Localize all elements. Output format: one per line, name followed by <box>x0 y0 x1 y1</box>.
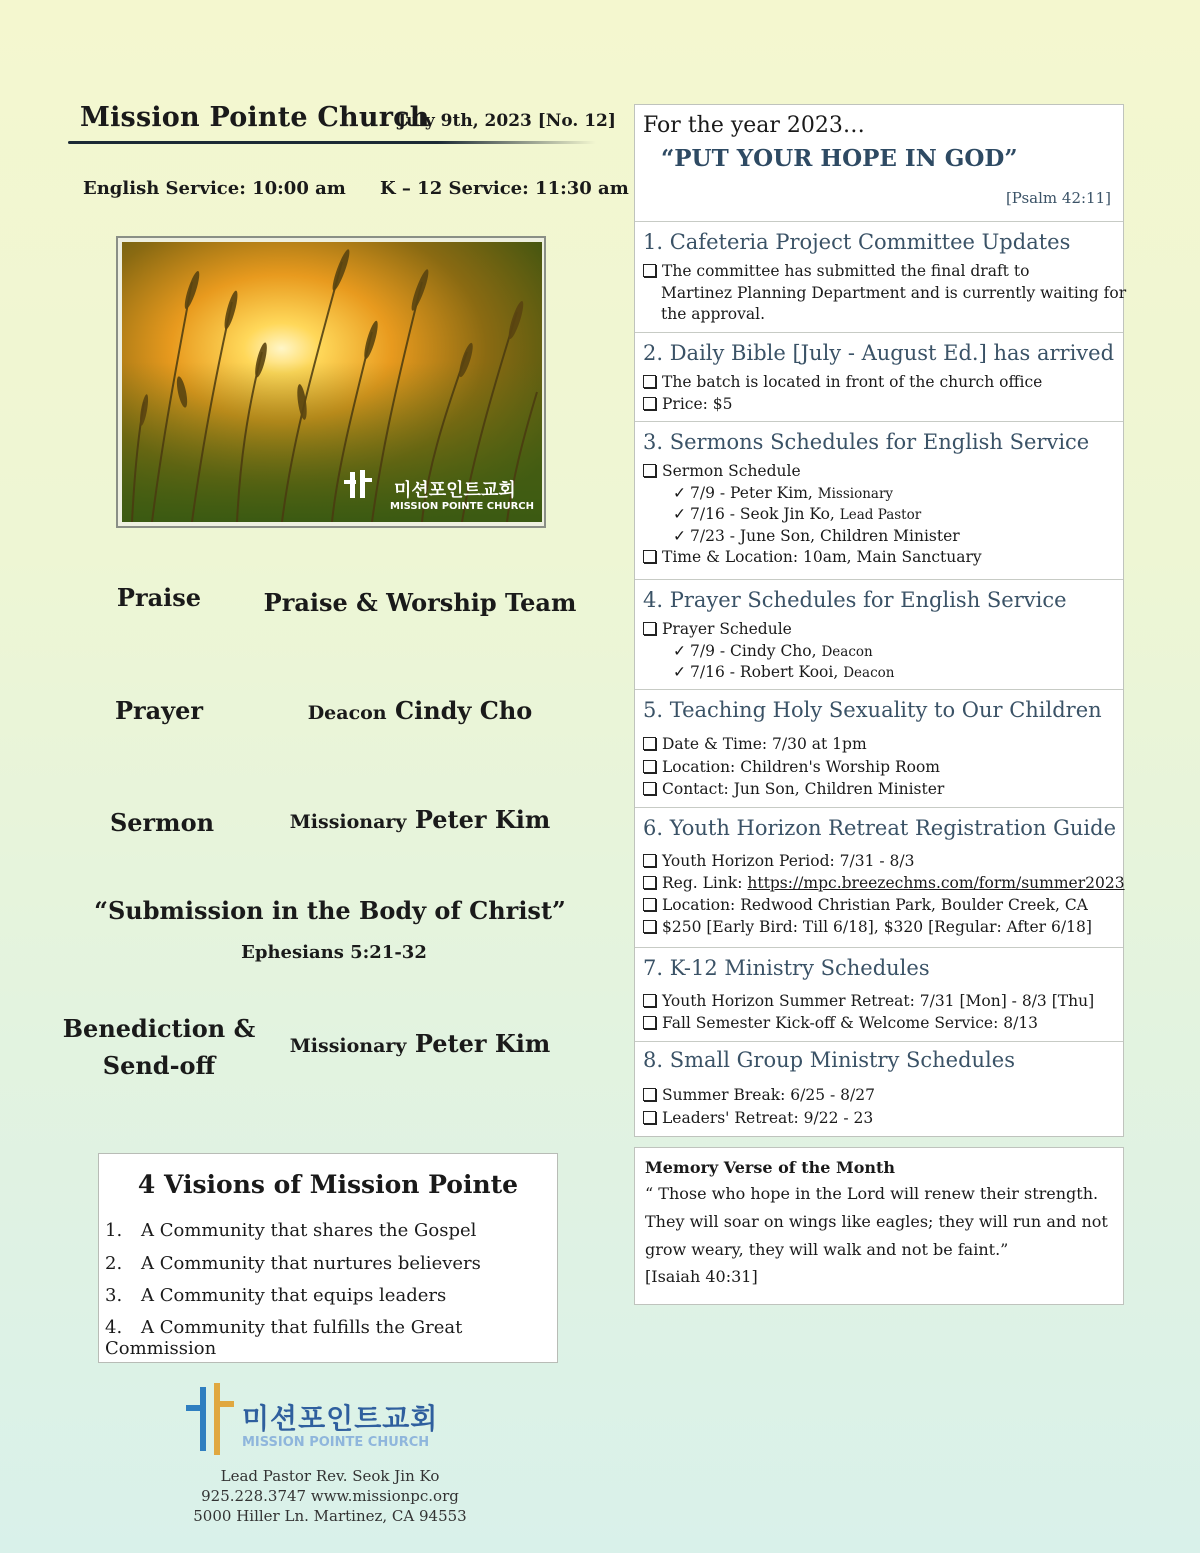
announcement-line: Time & Location: 10am, Main Sanctuary <box>643 548 982 566</box>
lead-pastor: Lead Pastor Rev. Seok Jin Ko <box>220 1467 440 1485</box>
announcement-title: 8. Small Group Ministry Schedules <box>643 1048 1015 1072</box>
memory-verse-box <box>634 1147 1124 1305</box>
announcement-line: Prayer Schedule <box>643 620 792 638</box>
logo-korean-text: 미션포인트교회 <box>242 1402 439 1435</box>
check-icon: ✓ <box>673 527 686 545</box>
praise-leader: Praise & Worship Team <box>263 588 577 617</box>
prayer-leader: Deacon Cindy Cho <box>307 696 533 725</box>
checkbox-icon <box>643 464 656 477</box>
checkbox-icon <box>643 550 656 563</box>
memory-verse-title: Memory Verse of the Month <box>645 1158 896 1177</box>
checkbox-icon <box>643 397 656 410</box>
announcement-5 <box>635 689 1123 807</box>
announcement-line: Location: Redwood Christian Park, Boulder Creek, CA <box>643 896 1088 914</box>
announcements-panel <box>634 104 1127 1137</box>
issue-date: July 9th, 2023 [No. 12] <box>398 111 616 131</box>
announcement-line: Price: $5 <box>643 395 733 413</box>
checkbox-icon <box>643 994 656 1007</box>
announcement-line: Martinez Planning Department and is currently waiting for <box>661 284 1127 302</box>
photo-logo-english: MISSION POINTE CHURCH <box>390 501 534 512</box>
announcement-line: Summer Break: 6/25 - 8/27 <box>643 1086 875 1104</box>
announcement-3 <box>635 421 1123 580</box>
announcement-line: The batch is located in front of the church office <box>643 373 1042 391</box>
checkbox-icon <box>643 782 656 795</box>
announcement-line: Youth Horizon Summer Retreat: 7/31 [Mon] - 8/3 [Thu] <box>643 992 1094 1010</box>
photo-logo-korean: 미션포인트교회 <box>394 480 516 501</box>
announcement-2 <box>635 332 1123 421</box>
vision-item: 1. A Community that shares the Gospel <box>105 1220 477 1241</box>
schedule-entry: ✓ 7/23 - June Son, Children Minister <box>673 527 960 545</box>
vision-item: 4. A Community that fulfills the Great Commission <box>105 1317 463 1359</box>
schedule-entry: ✓ 7/16 - Robert Kooi, Deacon <box>673 663 895 681</box>
checkbox-icon <box>643 760 656 773</box>
english-service-time: English Service: 10:00 am <box>83 178 346 199</box>
church-logo <box>186 1383 476 1453</box>
announcement-line: The committee has submitted the final draft to <box>643 262 1029 280</box>
checkbox-icon <box>643 622 656 635</box>
announcement-4 <box>635 579 1123 690</box>
announcement-line: Sermon Schedule <box>643 462 801 480</box>
announcement-line: $250 [Early Bird: Till 6/18], $320 [Regular: After 6/18] <box>643 918 1092 936</box>
announcement-title: 1. Cafeteria Project Committee Updates <box>643 230 1071 254</box>
checkbox-icon <box>643 1016 656 1029</box>
praise-role: Praise <box>116 583 202 612</box>
announcement-6 <box>635 807 1123 948</box>
checkbox-icon <box>643 920 656 933</box>
check-icon: ✓ <box>673 642 686 660</box>
announcement-7 <box>635 947 1123 1041</box>
announcement-line: Youth Horizon Period: 7/31 - 8/3 <box>643 852 914 870</box>
checkbox-icon <box>643 876 656 889</box>
memory-verse-line: “ Those who hope in the Lord will renew their strength. <box>645 1184 1099 1203</box>
address: 5000 Hiller Ln. Martinez, CA 94553 <box>193 1507 467 1525</box>
announcement-title: 5. Teaching Holy Sexuality to Our Children <box>643 698 1102 722</box>
checkbox-icon <box>643 1088 656 1101</box>
theme-reference: [Psalm 42:11] <box>1005 189 1111 207</box>
announcement-line: Contact: Jun Son, Children Minister <box>643 780 944 798</box>
schedule-entry: ✓ 7/9 - Cindy Cho, Deacon <box>673 642 873 660</box>
announcement-line: Reg. Link: https://mpc.breezechms.com/form/summer2023 <box>643 874 1125 892</box>
memory-verse-line: grow weary, they will walk and not be faint.” <box>645 1240 1009 1259</box>
theme-intro: For the year 2023… <box>643 113 865 138</box>
sermon-scripture: Ephesians 5:21-32 <box>241 942 427 963</box>
checkbox-icon <box>643 264 656 277</box>
check-icon: ✓ <box>673 663 686 681</box>
visions-box <box>98 1153 558 1363</box>
checkbox-icon <box>643 375 656 388</box>
announcement-8 <box>635 1041 1123 1138</box>
announcement-line: the approval. <box>661 305 766 323</box>
announcement-line: Leaders' Retreat: 9/22 - 23 <box>643 1109 873 1127</box>
checkbox-icon <box>643 898 656 911</box>
check-icon: ✓ <box>673 484 686 502</box>
check-icon: ✓ <box>673 505 686 523</box>
church-name: Mission Pointe Church <box>80 102 430 133</box>
announcement-line: Date & Time: 7/30 at 1pm <box>643 735 867 753</box>
theme-motto: “PUT YOUR HOPE IN GOD” <box>661 145 1018 172</box>
checkbox-icon <box>643 1111 656 1124</box>
sermon-speaker: Missionary Peter Kim <box>289 805 551 834</box>
memory-verse-line: They will soar on wings like eagles; they will run and not <box>645 1212 1108 1231</box>
sermon-role: Sermon <box>109 808 215 837</box>
announcement-title: 4. Prayer Schedules for English Service <box>643 588 1067 612</box>
announcement-1 <box>635 221 1127 332</box>
benediction-role: Benediction & Send-off <box>62 1014 256 1080</box>
schedule-entry: ✓ 7/9 - Peter Kim, Missionary <box>673 484 894 502</box>
schedule-entry: ✓ 7/16 - Seok Jin Ko, Lead Pastor <box>673 505 922 523</box>
title-underline <box>68 141 596 144</box>
benediction-leader: Missionary Peter Kim <box>289 1029 551 1058</box>
sunset-grass-photo <box>122 242 542 522</box>
vision-item: 2. A Community that nurtures believers <box>105 1253 481 1274</box>
sermon-title: “Submission in the Body of Christ” <box>94 896 566 925</box>
announcement-title: 6. Youth Horizon Retreat Registration Guide <box>643 816 1117 840</box>
logo-english-text: MISSION POINTE CHURCH <box>242 1435 430 1450</box>
k12-service-time: K – 12 Service: 11:30 am <box>380 178 629 199</box>
prayer-role: Prayer <box>114 696 204 725</box>
vision-item: 3. A Community that equips leaders <box>105 1285 447 1306</box>
announcement-line: Fall Semester Kick-off & Welcome Service: 8/13 <box>643 1014 1038 1032</box>
announcement-title: 2. Daily Bible [July - August Ed.] has arrived <box>643 341 1115 365</box>
announcement-line: Location: Children's Worship Room <box>643 758 940 776</box>
memory-verse-reference: [Isaiah 40:31] <box>645 1267 758 1286</box>
checkbox-icon <box>643 854 656 867</box>
visions-title: 4 Visions of Mission Pointe <box>137 1170 519 1199</box>
checkbox-icon <box>643 737 656 750</box>
contact-info: 925.228.3747 www.missionpc.org <box>201 1487 459 1505</box>
announcement-title: 3. Sermons Schedules for English Service <box>643 430 1090 454</box>
announcement-title: 7. K-12 Ministry Schedules <box>643 956 930 980</box>
registration-link[interactable]: https://mpc.breezechms.com/form/summer2023 <box>747 874 1125 892</box>
